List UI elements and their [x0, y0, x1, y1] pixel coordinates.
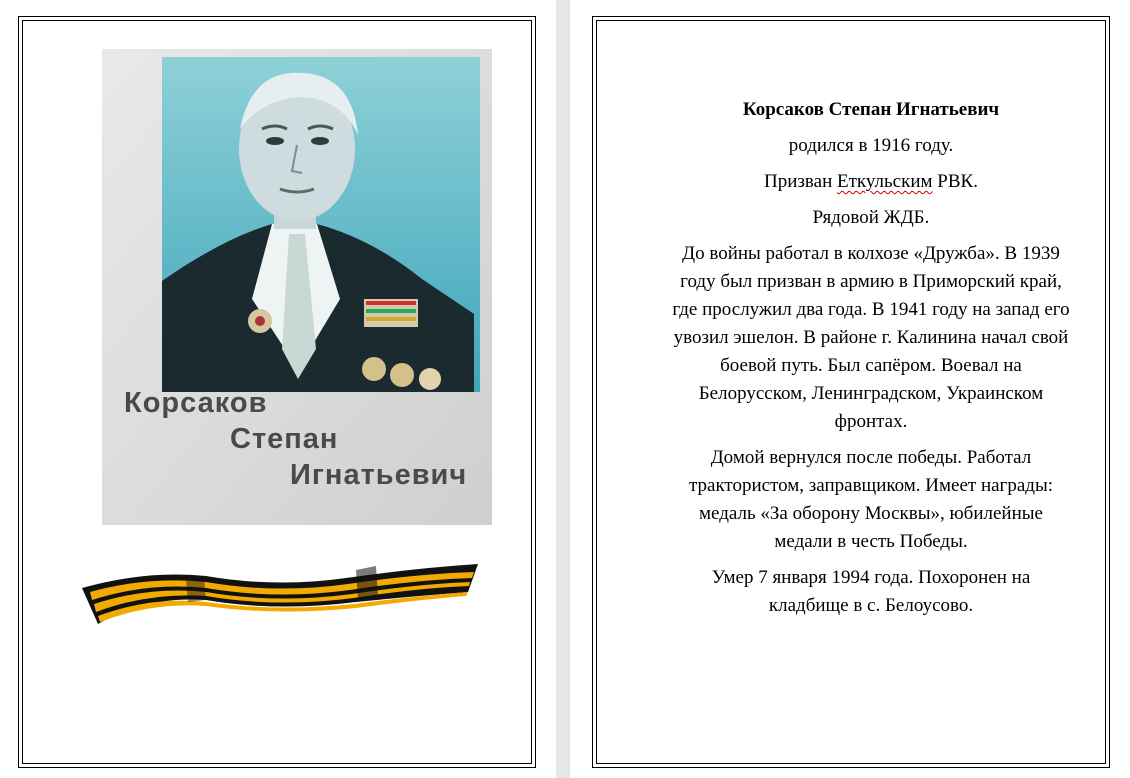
bio-line: году был призван в армию в Приморский край,	[680, 271, 1062, 292]
document-page-left	[0, 0, 556, 778]
bio-line: До войны работал в колхозе «Дружба». В 1939	[682, 243, 1060, 264]
after-line: медали в честь Победы.	[774, 531, 968, 552]
conscription-line	[618, 168, 1124, 196]
st-george-ribbon-icon	[76, 556, 486, 632]
death-paragraph	[618, 564, 1124, 620]
bio-line: боевой путь. Был сапёром. Воевал на	[720, 355, 1022, 376]
after-line: трактористом, заправщиком. Имеет награды:	[688, 475, 1053, 496]
person-name: Корсаков Степан Игнатьевич	[742, 99, 1000, 120]
page-gutter	[556, 0, 570, 778]
after-line: медаль «За оборону Москвы», юбилейные	[699, 503, 1043, 524]
death-line: Умер 7 января 1994 года. Похоронен на	[711, 567, 1031, 588]
bio-line: Белорусском, Ленинградском, Украинском	[698, 383, 1044, 404]
portrait-photo	[102, 49, 492, 525]
misspelled-word[interactable]: Еткульским	[837, 171, 933, 192]
bio-line: фронтах.	[834, 411, 908, 432]
after-line: Домой вернулся после победы. Работал	[710, 447, 1032, 468]
bio-line: где прослужил два года. В 1941 году на запад его	[672, 299, 1070, 320]
biography-paragraph	[618, 240, 1124, 436]
bio-line: увозил эшелон. В районе г. Калинина начал свой	[673, 327, 1069, 348]
conscription-prefix: Призван	[764, 171, 833, 192]
birth-line: родился в 1916 году.	[788, 135, 954, 156]
photo-caption-first-name: Степан	[230, 423, 339, 455]
biography-text	[618, 96, 1124, 628]
rank-line: Рядовой ЖДБ.	[812, 207, 930, 228]
photo-caption-patronymic: Игнатьевич	[290, 459, 468, 491]
after-war-paragraph	[618, 444, 1124, 556]
conscription-suffix: РВК.	[937, 171, 978, 192]
death-line: кладбище в с. Белоусово.	[768, 595, 974, 616]
photo-caption-surname: Корсаков	[124, 387, 268, 419]
